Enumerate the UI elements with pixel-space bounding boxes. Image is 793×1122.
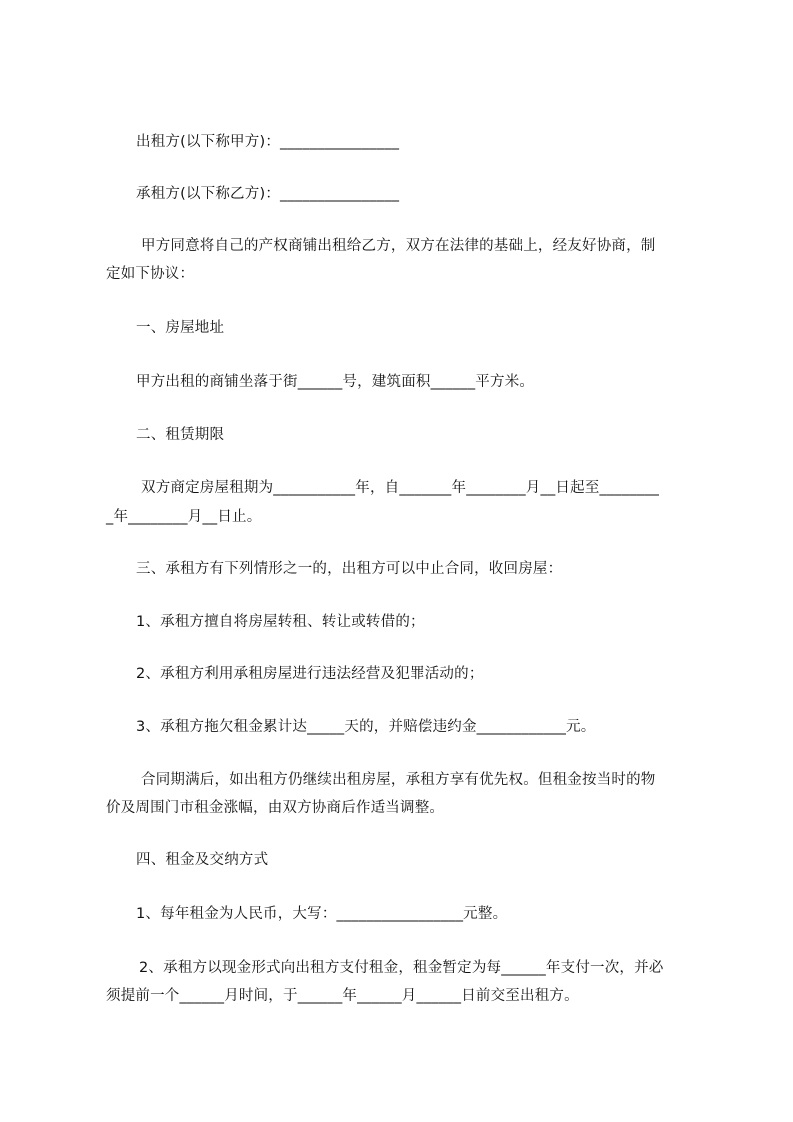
section-3-item-1: 1、承租方擅自将房屋转租、转让或转借的；: [136, 614, 425, 630]
section-4-item-2-line-2: 须提前一个______月时间，于______年______月______日前交至出租方。: [106, 988, 579, 1004]
section-2-text-line-2: _年________月__日止。: [106, 509, 262, 525]
intro-line-1: 甲方同意将自己的产权商铺出租给乙方，双方在法律的基础上，经友好协商，制: [141, 238, 656, 254]
section-1-title: 一、房屋地址: [136, 320, 225, 336]
section-4-item-1: 1、每年租金为人民币，大写：_________________元整。: [136, 906, 508, 922]
section-2-text-line-1: 双方商定房屋租期为___________年，自_______年________月__日起至________: [141, 480, 660, 496]
section-3-item-3: 3、承租方拖欠租金累计达_____天的，并赔偿违约金____________元。: [136, 719, 596, 735]
section-4-item-2-line-1: 2、承租方以现金形式向出租方支付租金，租金暂定为每______年支付一次，并必: [139, 960, 664, 976]
section-4-title: 四、租金及交纳方式: [136, 852, 269, 868]
section-3-item-2: 2、承租方利用承租房屋进行违法经营及犯罪活动的；: [136, 666, 484, 682]
intro-line-2: 定如下协议：: [106, 266, 195, 282]
lessor-line: 出租方(以下称甲方)：________________: [136, 134, 400, 150]
section-3-title: 三、承租方有下列情形之一的，出租方可以中止合同，收回房屋：: [136, 561, 563, 577]
renewal-line-1: 合同期满后，如出租方仍继续出租房屋，承租方享有优先权。但租金按当时的物: [141, 772, 656, 788]
lessee-line: 承租方(以下称乙方)：________________: [136, 186, 400, 202]
section-1-text: 甲方出租的商铺坐落于街______号，建筑面积______平方米。: [136, 374, 535, 390]
renewal-line-2: 价及周围门市租金涨幅，由双方协商后作适当调整。: [106, 800, 445, 816]
section-2-title: 二、租赁期限: [136, 427, 225, 443]
